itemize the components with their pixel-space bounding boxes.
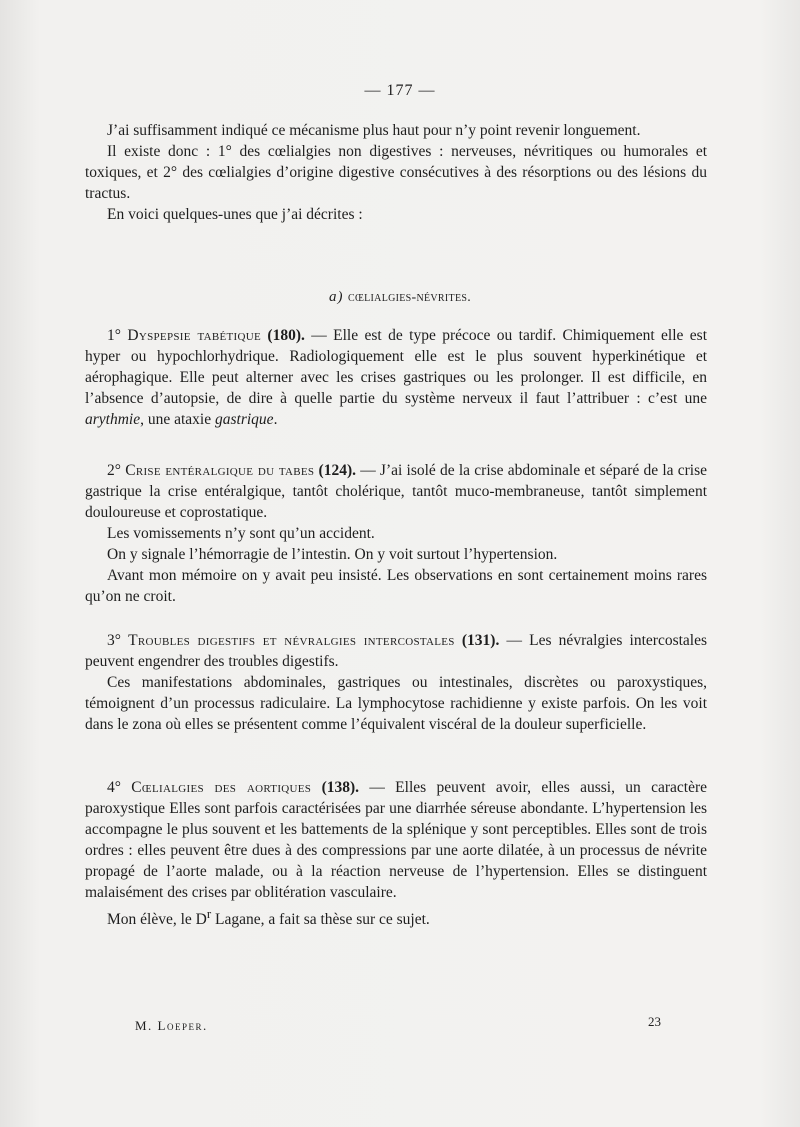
paragraph — [85, 903, 707, 930]
paragraph — [85, 777, 707, 903]
text-fragment: Lagane, a fait sa thèse sur ce sujet. — [211, 911, 430, 929]
section-2 — [85, 460, 707, 607]
item-title: Dyspepsie tabétique — [127, 327, 261, 344]
paragraph: J’ai suffisamment indiqué ce mécanisme plus haut pour n’y point revenir longuement. — [107, 122, 641, 139]
reference-number: (131). — [461, 632, 500, 649]
section-title: cœlialgies-névrites. — [347, 290, 472, 305]
paragraph — [85, 630, 707, 672]
emphasis: arythmie — [85, 411, 141, 428]
item-title: Cœlialgies des aortiques — [131, 779, 312, 796]
item-text: . — [273, 411, 278, 428]
section-4 — [85, 777, 707, 930]
paragraph: Les vomissements n’y sont qu’un accident. — [107, 525, 375, 542]
item-text: , une ataxie — [140, 411, 215, 428]
paragraph — [85, 460, 707, 523]
reference-number: (124). — [318, 462, 356, 479]
emphasis: gastrique — [215, 411, 274, 428]
author-signature: M. Loeper. — [135, 1018, 208, 1033]
item-number: 4° — [107, 779, 121, 796]
item-number: 1° — [107, 327, 121, 344]
section-3 — [85, 630, 707, 735]
section-heading — [0, 289, 800, 306]
item-text: — Les névralgies intercostales peuvent engendrer des troubles digestifs. — [85, 632, 708, 670]
item-title: Troubles digestifs et névralgies intercostales — [128, 632, 455, 649]
item-text: — Elles peuvent avoir, elles aussi, un caractère paroxystique Elles sont parfois caractérisées par une diarrhée séreuse abondante. L’hypertension les accompagne le plus souvent et les battements de la splénique y sont perceptibles. Elles sont de trois ordres : elles peuvent être dues à des compressions par une aorte dilatée, à un processus de névrite propagé de l’aorte malade, ou à la réaction nerveuse de l’hypertension. Elles se distinguent malaisément des crises par oblitération vasculaire. — [85, 779, 708, 901]
section-1 — [85, 325, 707, 430]
signature-number: 23 — [648, 1014, 661, 1029]
text-fragment: Mon élève, le D — [107, 911, 207, 929]
superscript: r — [206, 906, 212, 921]
paragraph — [85, 325, 707, 430]
page-number: — 177 — — [364, 82, 436, 99]
paragraph: Il existe donc : 1° des cœlialgies non digestives : nerveuses, névritiques ou humorales et toxiques, et 2° des cœlialgies d’origine digestive consécutives à des résorptions ou des lésions du tractus. — [85, 143, 707, 202]
item-text: — Elle est de type précoce ou tardif. Chimiquement elle est hyper ou hypochlorhydrique. Radiologiquement elle est le plus souvent hyperkinétique et aérophagique. Elle peut alterner avec les crises gastriques ou les prolonger. Il est difficile, en l’absence d’autopsie, de dire à quelle partie du système nerveux il faut l’attribuer : c’est une — [85, 327, 708, 407]
paragraph: On y signale l’hémorragie de l’intestin. On y voit surtout l’hypertension. — [107, 546, 558, 563]
paragraph: En voici quelques-unes que j’ai décrites : — [107, 206, 363, 223]
reference-number: (138). — [321, 779, 360, 796]
section-letter: a) — [328, 289, 344, 305]
paragraph: Avant mon mémoire on y avait peu insisté. Les observations en sont certainement moins rares qu’on ne croit. — [85, 567, 707, 605]
item-title: Crise entéralgique du tabes — [125, 462, 315, 479]
item-number: 3° — [107, 632, 121, 649]
intro-block — [85, 120, 707, 225]
item-number: 2° — [107, 462, 121, 479]
paragraph: Ces manifestations abdominales, gastriques ou intestinales, discrètes ou paroxystiques, témoignent d’un processus radiculaire. La lymphocytose rachidienne y existe parfois. On les voit dans le zona où elles se présentent comme l’équivalent viscéral de la douleur superficielle. — [85, 674, 707, 733]
reference-number: (180). — [267, 327, 305, 344]
item-text: — J’ai isolé de la crise abdominale et séparé de la crise gastrique la crise entéralgique, tantôt cholérique, tantôt muco-membraneuse, tantôt simplement douloureuse et coprostatique. — [85, 462, 708, 521]
